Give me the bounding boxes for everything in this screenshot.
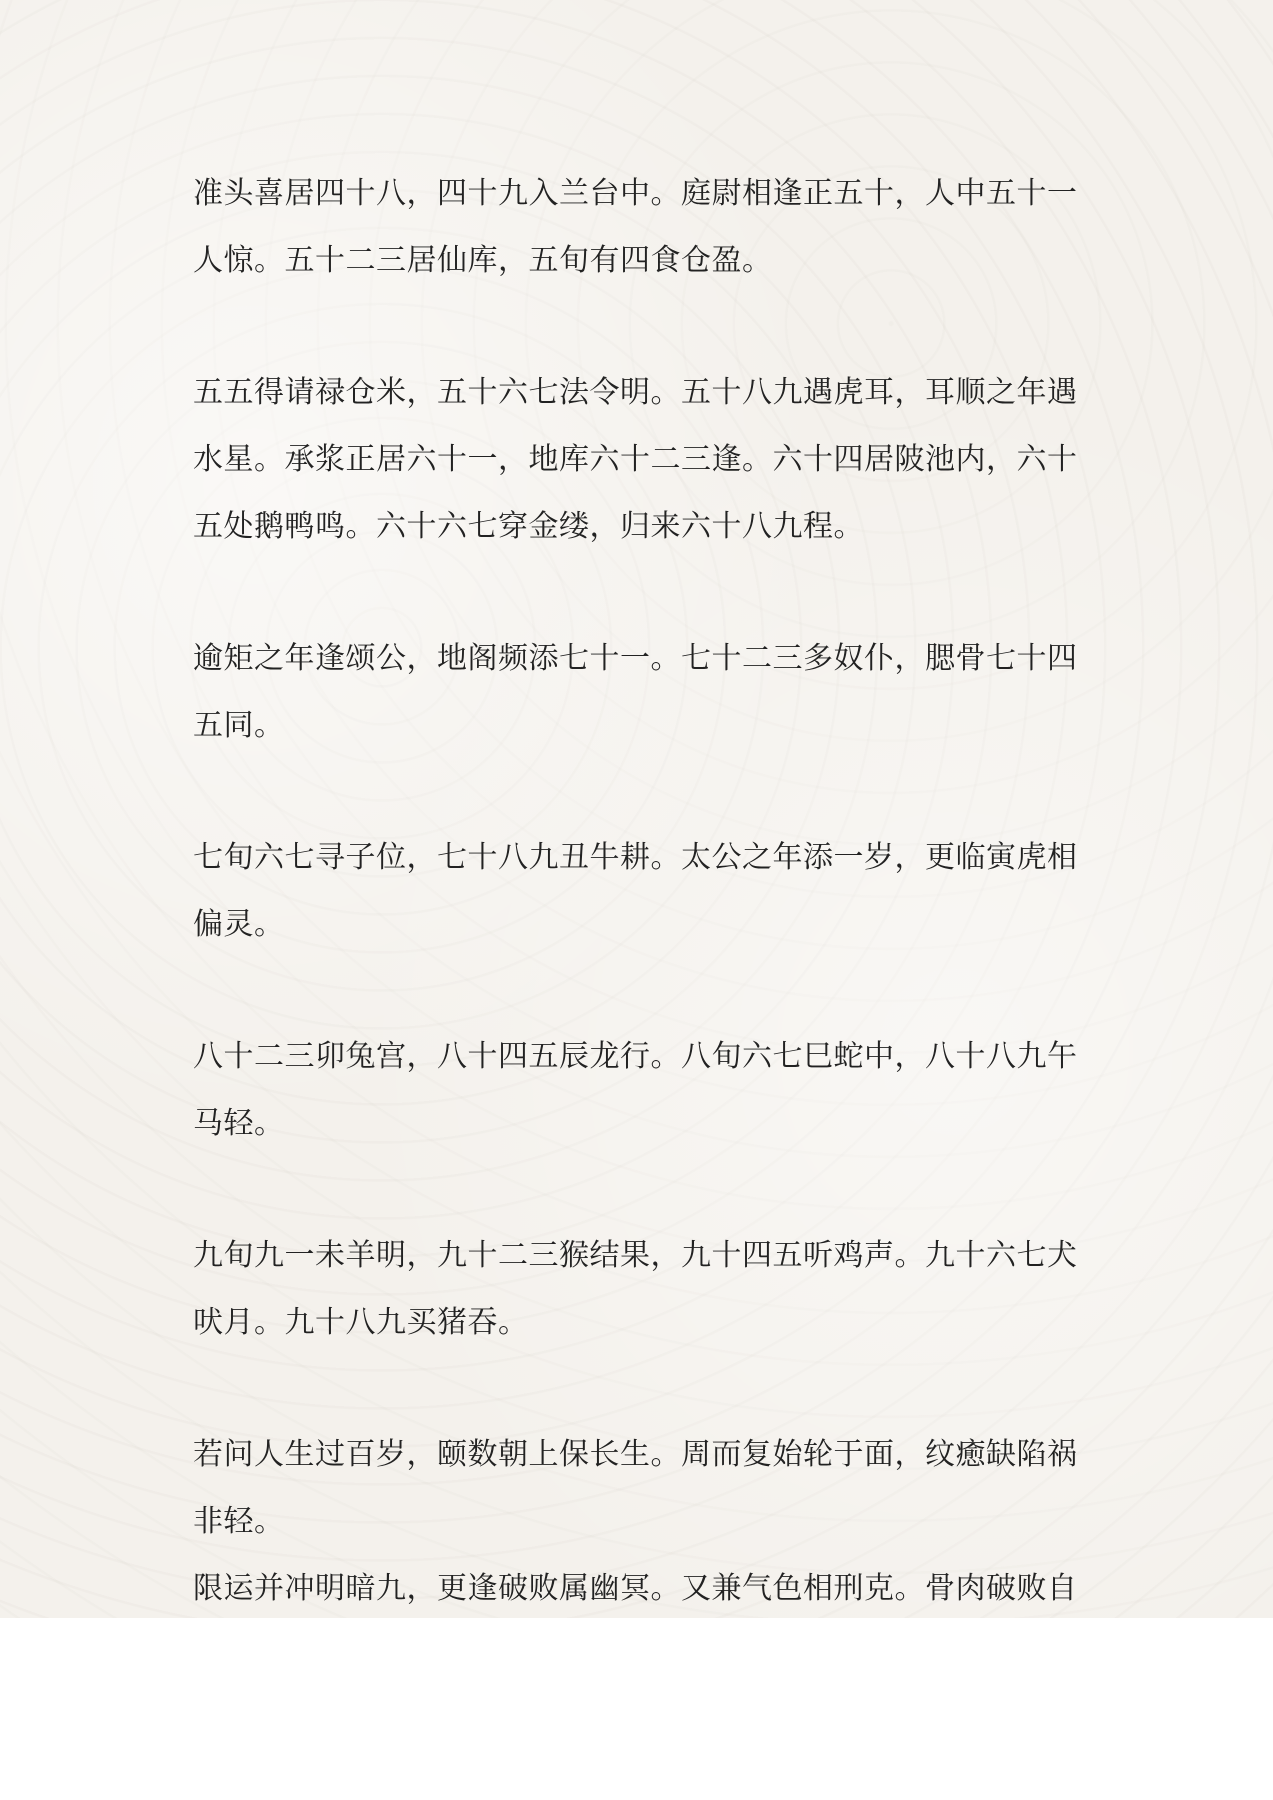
paragraph-8: 限运并冲明暗九，更逢破败属幽冥。又兼气色相刑克。骨肉破败自 [193,1571,1078,1606]
paragraph-3: 逾矩之年逢颂公，地阁频添七十一。七十二三多奴仆，腮骨七十四五同。 [193,641,1078,743]
paragraph-7: 若问人生过百岁，颐数朝上保长生。周而复始轮于面，纹癒缺陷祸非轻。 [193,1437,1078,1539]
paragraph-5: 八十二三卯兔宫，八十四五辰龙行。八旬六七巳蛇中，八十八九午马轻。 [193,1039,1078,1141]
paragraph-4: 七旬六七寻子位，七十八九丑牛耕。太公之年添一岁，更临寅虎相偏灵。 [193,840,1078,942]
paragraph-1: 准头喜居四十八，四十九入兰台中。庭尉相逢正五十，人中五十一人惊。五十二三居仙库，五旬有四食仓盈。 [193,176,1078,278]
blank-bottom-area [0,1618,1273,1800]
paragraph-6: 九旬九一未羊明，九十二三猴结果，九十四五听鸡声。九十六七犬吠月。九十八九买猪吞。 [193,1238,1078,1340]
paragraph-2: 五五得请禄仓米，五十六七法令明。五十八九遇虎耳，耳顺之年遇水星。承浆正居六十一，地库六十二三逢。六十四居陂池内，六十五处鹅鸭鸣。六十六七穿金缕，归来六十八九程。 [193,375,1078,544]
document-body [193,160,1083,1689]
